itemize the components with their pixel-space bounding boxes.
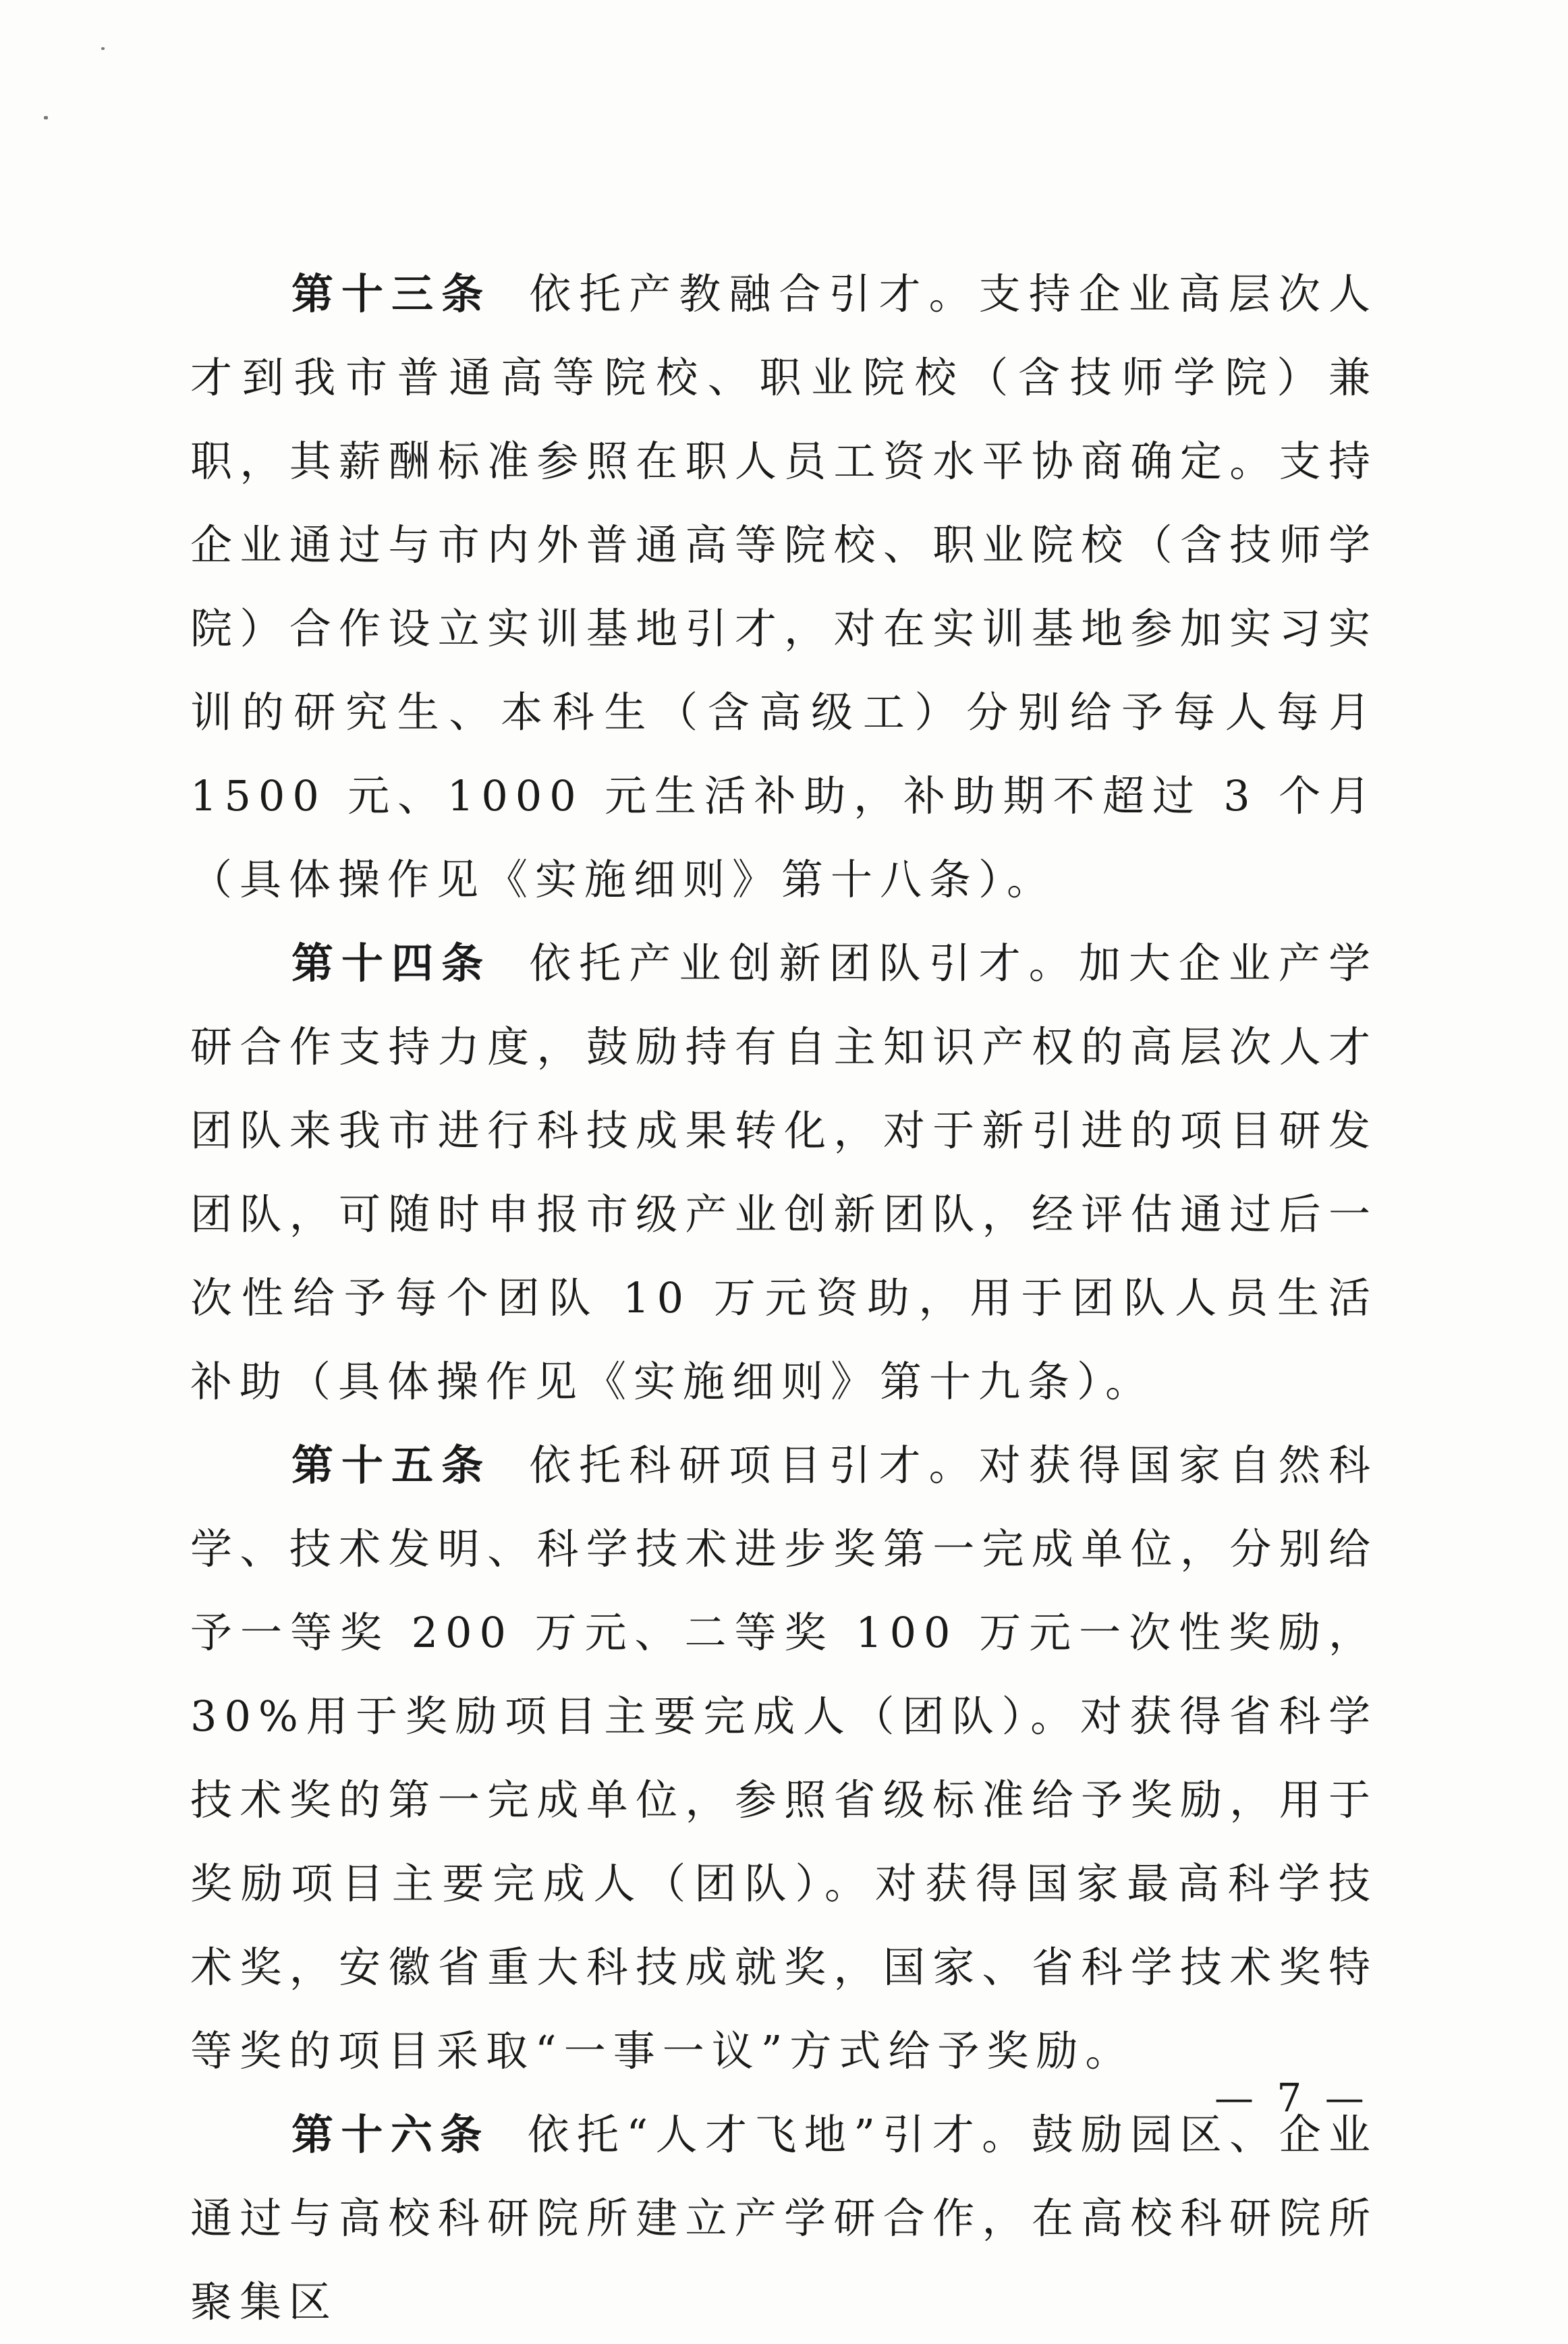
document-body	[190, 252, 1378, 2344]
scan-speck	[44, 116, 48, 119]
article-15-paragraph	[190, 1424, 1378, 2093]
article-13-text: 依托产教融合引才。支持企业高层次人才到我市普通高等院校、职业院校（含技师学院）兼职，其薪酬标准参照在职人员工资水平协商确定。支持企业通过与市内外普通高等院校、职业院校（含技师学院）合作设立实训基地引才，对在实训基地参加实习实训的研究生、本科生（含高级工）分别给予每人每月 1500 元、1000 元生活补助，补助期不超过 3 个月（具体操作见《实施细则》第十八条）。	[190, 269, 1378, 904]
scan-speck	[101, 47, 105, 50]
article-14-number: 第十四条	[291, 939, 492, 988]
page-number: — 7 —	[1214, 2075, 1370, 2121]
article-15-text: 依托科研项目引才。对获得国家自然科学、技术发明、科学技术进步奖第一完成单位，分别给予一等奖 200 万元、二等奖 100 万元一次性奖励，30%用于奖励项目主要完成人（团队）。对获得省科学技术奖的第一完成单位，参照省级标准给予奖励，用于奖励项目主要完成人（团队）。对获得国家最高科学技术奖，安徽省重大科技成就奖，国家、省科学技术奖特等奖的项目采取“一事一议”方式给予奖励。	[190, 1441, 1378, 2075]
article-16-text: 依托“人才飞地”引才。鼓励园区、企业通过与高校科研院所建立产学研合作，在高校科研院所聚集区	[190, 2110, 1378, 2326]
article-13-number: 第十三条	[291, 269, 492, 318]
article-15-number: 第十五条	[291, 1441, 492, 1490]
article-14-text: 依托产业创新团队引才。加大企业产学研合作支持力度，鼓励持有自主知识产权的高层次人才团队来我市进行科技成果转化，对于新引进的项目研发团队，可随时申报市级产业创新团队，经评估通过后一次性给予每个团队 10 万元资助，用于团队人员生活补助（具体操作见《实施细则》第十九条）。	[190, 939, 1378, 1406]
article-16-paragraph	[190, 2093, 1378, 2344]
article-16-number: 第十六条	[291, 2110, 490, 2159]
article-14-paragraph	[190, 922, 1378, 1424]
article-13-paragraph	[190, 252, 1378, 922]
